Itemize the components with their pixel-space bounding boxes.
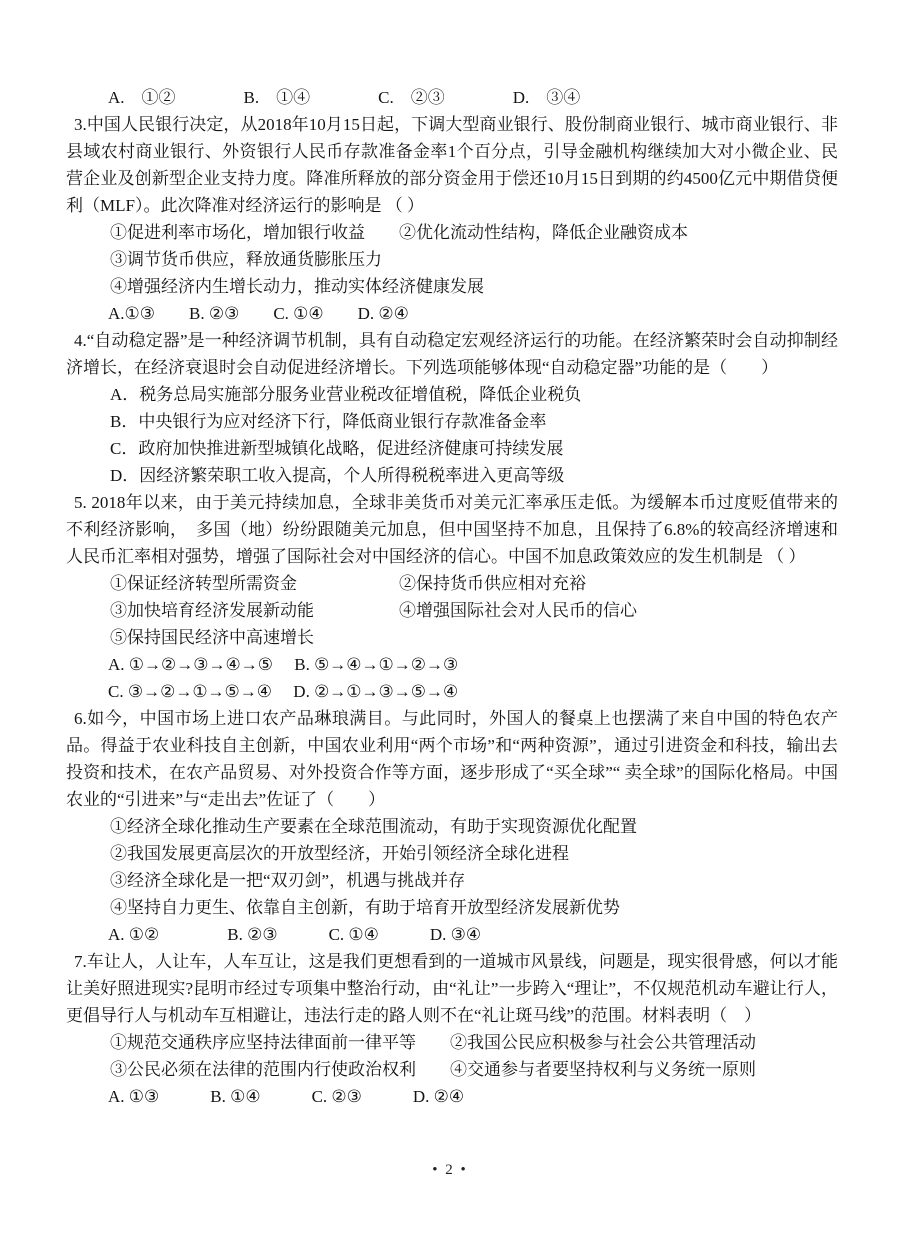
question-6-stem: 6.如今，中国市场上进口农产品琳琅满目。与此同时，外国人的餐桌上也摆满了来自中国的特色农产品。得益于农业科技自主创新，中国农业利用“两个市场”和“两种资源”，通过引进资金和科技，输出去投资和技术，在农产品贸易、对外投资合作等方面，逐步形成了“买全球”“ 卖全球”的国际化格局。中国农业的“引进来”与“走出去”佐证了（ ） bbox=[66, 709, 838, 809]
question-3-option: ④增强经济内生增长动力，推动实体经济健康发展 bbox=[110, 277, 484, 296]
question-4-option: A．税务总局实施部分服务业营业税改征增值税，降低企业税负 bbox=[110, 385, 582, 404]
question-7-option: ③公民必须在法律的范围内行使政治权利 ④交通参与者要坚持权利与义务统一原则 bbox=[110, 1060, 756, 1079]
question-7-option: ①规范交通秩序应坚持法律面前一律平等 ②我国公民应积极参与社会公共管理活动 bbox=[110, 1033, 756, 1052]
question-3-answer-line: A.①③ B. ②③ C. ①④ D. ②④ bbox=[108, 304, 409, 323]
question-5-stem: 5. 2018年以来，由于美元持续加息，全球非美货币对美元汇率承压走低。为缓解本币过度贬值带来的不利经济影响， 多国（地）纷纷跟随美元加息，但中国坚持不加息，且保持了6.8%的较高经济增速和人民币汇率相对强势，增强了国际社会对中国经济的信心。中国不加息政策效应的发生机制是 （ ） bbox=[66, 493, 838, 566]
question-6-option: ④坚持自力更生、依靠自主创新，有助于培育开放型经济发展新优势 bbox=[110, 898, 620, 917]
question-3-option: ①促进利率市场化，增加银行收益 ②优化流动性结构，降低企业融资成本 bbox=[110, 223, 688, 242]
question-7-stem: 7.车让人，人让车，人车互让，这是我们更想看到的一道城市风景线，问题是，现实很骨感，何以才能让美好照进现实?昆明市经过专项集中整治行动，由“礼让”一步跨入“理让”，不仅规范机动车避让行人，更倡导行人与机动车互相避让，违法行走的路人则不在“礼让斑马线”的范围。材料表明（ ） bbox=[66, 952, 838, 1025]
question-5-answer-line: C. ③→②→①→⑤→④ D. ②→①→③→⑤→④ bbox=[108, 682, 459, 701]
question-4-option: C．政府加快推进新型城镇化战略，促进经济健康可持续发展 bbox=[110, 439, 564, 458]
page-number: • 2 • bbox=[432, 1162, 468, 1178]
question-4-option: D．因经济繁荣职工收入提高，个人所得税税率进入更高等级 bbox=[110, 466, 565, 485]
prev-question-answer-line: A. ①② B. ①④ C. ②③ D. ③④ bbox=[108, 88, 581, 107]
question-5-option: ③加快培育经济发展新动能 ④增强国际社会对人民币的信心 bbox=[110, 601, 637, 620]
question-3-stem: 3.中国人民银行决定，从2018年10月15日起，下调大型商业银行、股份制商业银行、城市商业银行、非县域农村商业银行、外资银行人民币存款准备金率1个百分点，引导金融机构继续加大对小微企业、民营企业及创新型企业支持力度。降准所释放的部分资金用于偿还10月15日到期的约4500亿元中期借贷便利（MLF）。此次降准对经济运行的影响是 （ ） bbox=[66, 115, 838, 215]
question-6-option: ①经济全球化推动生产要素在全球范围流动，有助于实现资源优化配置 bbox=[110, 817, 637, 836]
question-6-option: ②我国发展更高层次的开放型经济，开始引领经济全球化进程 bbox=[110, 844, 569, 863]
exam-content bbox=[66, 84, 838, 1110]
question-4-option: B．中央银行为应对经济下行，降低商业银行存款准备金率 bbox=[110, 412, 547, 431]
question-6-option: ③经济全球化是一把“双刃剑”，机遇与挑战并存 bbox=[110, 871, 466, 890]
question-5-option: ①保证经济转型所需资金 ②保持货币供应相对充裕 bbox=[110, 574, 586, 593]
question-6-answer-line: A. ①② B. ②③ C. ①④ D. ③④ bbox=[108, 925, 482, 944]
question-5-answer-line: A. ①→②→③→④→⑤ B. ⑤→④→①→②→③ bbox=[108, 655, 459, 674]
question-4-stem: 4.“自动稳定器”是一种经济调节机制，具有自动稳定宏观经济运行的功能。在经济繁荣时会自动抑制经济增长，在经济衰退时会自动促进经济增长。下列选项能够体现“自动稳定器”功能的是（ ） bbox=[66, 331, 838, 377]
question-5-option: ⑤保持国民经济中高速增长 bbox=[110, 628, 314, 647]
question-7-answer-line: A. ①③ B. ①④ C. ②③ D. ②④ bbox=[108, 1087, 465, 1106]
question-3-option: ③调节货币供应，释放通货膨胀压力 bbox=[110, 250, 382, 269]
